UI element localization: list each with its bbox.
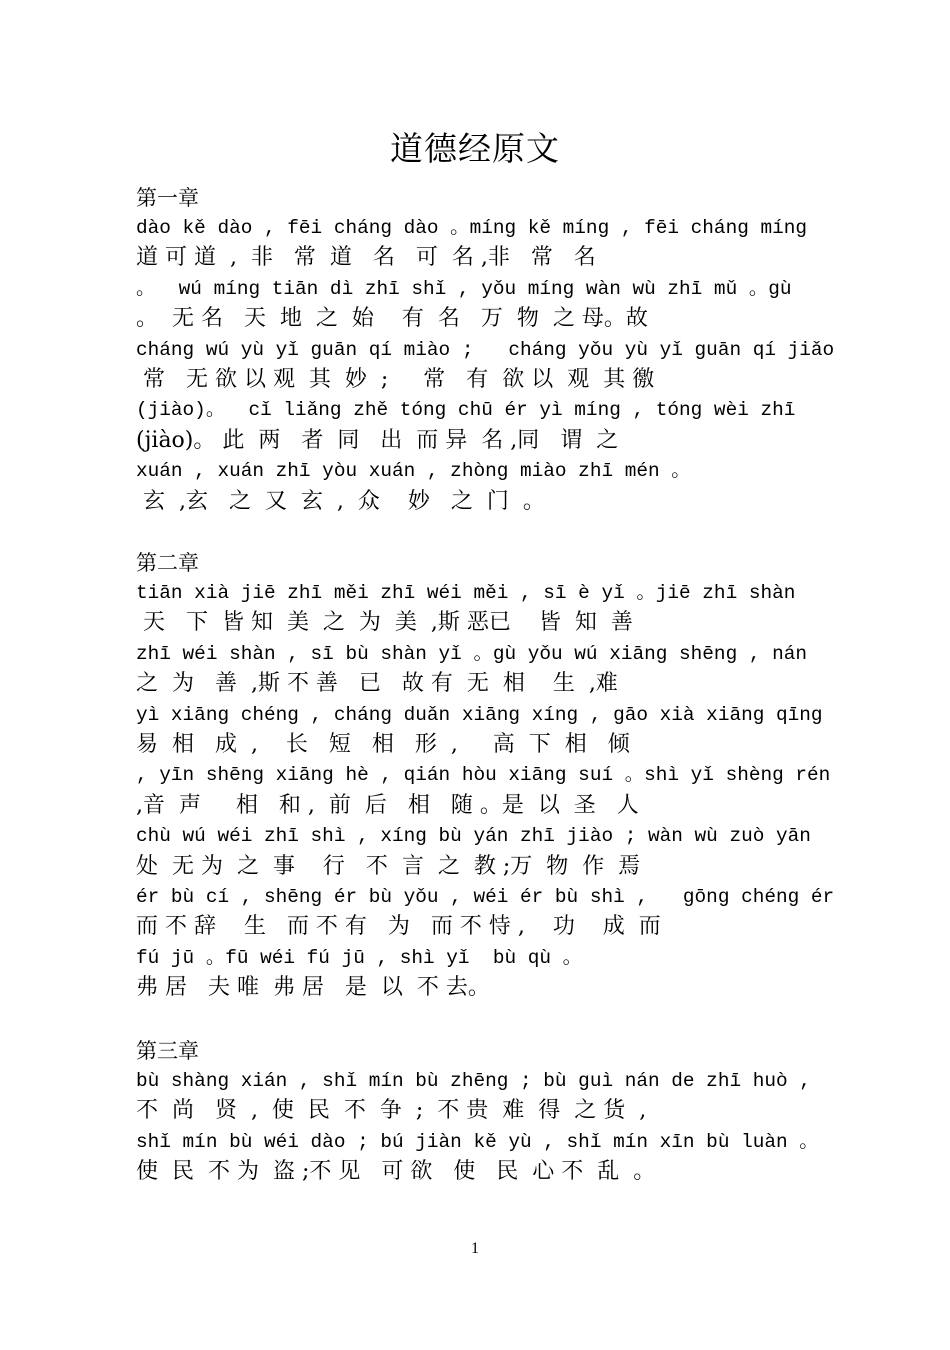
pinyin-line: bù shàng xián , shǐ mín bù zhēng ; bù guì nán de zhī huò , xyxy=(136,1070,811,1092)
hanzi-line: 玄 ,玄 之 又 玄 , 众 妙 之 门 。 xyxy=(136,488,545,514)
pinyin-line: fú jū 。fū wéi fú jū , shì yǐ bù qù 。 xyxy=(136,946,583,969)
pinyin-line: ér bù cí , shēng ér bù yǒu , wéi ér bù shì , gōng chéng ér xyxy=(136,885,835,908)
document-title: 道德经原文 xyxy=(390,129,560,168)
hanzi-line: 天 下 皆 知 美 之 为 美 ,斯 恶已 皆 知 善 xyxy=(136,610,633,636)
page-number: 1 xyxy=(471,1240,479,1257)
hanzi-line: ,音 声 相 和 , 前 后 相 随 。是 以 圣 人 xyxy=(136,792,639,818)
pinyin-line: tiān xià jiē zhī měi zhī wéi měi , sī è yǐ 。jiē zhī shàn xyxy=(136,582,796,604)
hanzi-line: 处 无 为 之 事 行 不 言 之 教 ;万 物 作 焉 xyxy=(136,853,641,879)
pinyin-line: , yīn shēng xiāng hè , qián hòu xiāng suí 。shì yǐ shèng rén xyxy=(136,764,831,787)
chapter-heading: 第一章 xyxy=(136,186,199,210)
chapter-2 xyxy=(136,548,835,1003)
hanzi-line: 不 尚 贤 , 使 民 不 争 ; 不 贵 难 得 之 货 , xyxy=(136,1098,647,1124)
chapter-3 xyxy=(136,1036,826,1188)
pinyin-line: shǐ mín bù wéi dào ; bú jiàn kě yù , shǐ mín xīn bù luàn 。 xyxy=(136,1130,819,1153)
chapter-heading: 第三章 xyxy=(136,1039,199,1063)
hanzi-line: 常 无 欲 以 观 其 妙 ; 常 有 欲 以 观 其 徼 xyxy=(136,366,655,392)
pinyin-line: (jiào)。 cǐ liǎng zhě tóng chū ér yì míng , tóng wèi zhī xyxy=(136,399,796,422)
hanzi-line: (jiào)。 此 两 者 同 出 而 异 名 ,同 谓 之 xyxy=(136,427,619,453)
hanzi-line: 而 不 辞 生 而 不 有 为 而 不 恃 , 功 成 而 xyxy=(136,914,661,940)
hanzi-line: 之 为 善 ,斯 不 善 已 故 有 无 相 生 ,难 xyxy=(136,671,618,697)
pinyin-line: 。 wú míng tiān dì zhī shǐ , yǒu míng wàn wù zhī mǔ 。gù xyxy=(136,277,792,300)
hanzi-line: 弗 居 夫 唯 弗 居 是 以 不 去。 xyxy=(136,975,490,1001)
hanzi-line: 使 民 不 为 盗 ;不 见 可 欲 使 民 心 不 乱 。 xyxy=(136,1159,656,1185)
hanzi-line: 易 相 成 , 长 短 相 形 , 高 下 相 倾 xyxy=(136,731,630,757)
pinyin-line: chù wú wéi zhī shì , xíng bù yán zhī jiào ; wàn wù zuò yān xyxy=(136,825,811,848)
pinyin-line: dào kě dào , fēi cháng dào 。míng kě míng , fēi cháng míng xyxy=(136,217,808,239)
pinyin-line: zhī wéi shàn , sī bù shàn yǐ 。gù yǒu wú xiāng shēng , nán xyxy=(136,642,808,665)
hanzi-line: 道 可 道 , 非 常 道 名 可 名 ,非 常 名 xyxy=(136,245,596,271)
hanzi-line: 。 无 名 天 地 之 始 有 名 万 物 之 母。故 xyxy=(136,306,648,332)
chapter-1 xyxy=(136,183,835,517)
pinyin-line: cháng wú yù yǐ guān qí miào ; cháng yǒu yù yǐ guān qí jiǎo xyxy=(136,338,835,361)
chapter-heading: 第二章 xyxy=(136,551,199,575)
pinyin-line: xuán , xuán zhī yòu xuán , zhòng miào zhī mén 。 xyxy=(136,460,691,483)
pinyin-line: yì xiāng chéng , cháng duǎn xiāng xíng , gāo xià xiāng qīng xyxy=(136,703,823,726)
